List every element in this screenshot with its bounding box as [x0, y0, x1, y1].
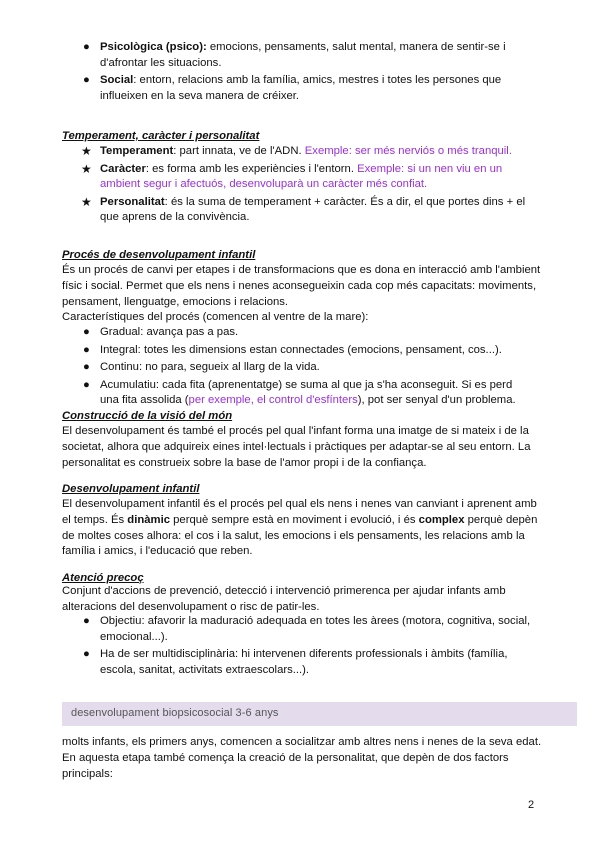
- construccio-text: El desenvolupament és també el procés pel qual l'infant forma una imatge de si mateix i de la societat, alhora que adquireix eines intel·lectuals i pràctiques per adaptar-se al seu entorn. La personalitat es construeix sobre la base de l'amor propi i de la confiança.: [62, 425, 531, 469]
- list-item: ● Gradual: avança pas a pas.: [81, 325, 531, 341]
- star-icon: ★: [81, 144, 92, 158]
- list-item: ★ Personalitat: és la suma de temperament + caràcter. És a dir, el que portes dins + el que aprens de la convivència.: [81, 194, 526, 224]
- proces-characteristics-label: Característiques del procés (comencen al ventre de la mare):: [62, 311, 369, 323]
- section-banner: [62, 702, 577, 726]
- atencio-intro: Conjunt d'accions de prevenció, detecció i intervenció primerenca per ajudar infants amb alteracions del desenvolupament o risc de patir-les.: [62, 585, 506, 613]
- proces-intro: És un procés de canvi per etapes i de transformacions que es dona en interacció amb l'ambient físic i social. Permet que els nens i nenes aconsegueixin cada cop més capacitats: moviments, pensament, llenguatge, emocions i relacions.: [62, 264, 541, 308]
- top-bullet-list: [81, 40, 531, 106]
- list-item: ★ Caràcter: es forma amb les experiències i l'entorn. Exemple: si un nen viu en un ambient segur i afectuós, desenvoluparà un caràcter més confiat.: [81, 161, 503, 191]
- bullet-icon: ●: [83, 361, 90, 374]
- bullet-icon: ●: [83, 615, 90, 627]
- list-item: ● Psicològica (psico): emocions, pensaments, salut mental, manera de sentir-se i d'afrontar les situacions.: [83, 41, 506, 69]
- section-heading-construccio: Construcció de la visió del món: [62, 410, 233, 422]
- bullet-icon: ●: [83, 326, 90, 338]
- bullet-icon: ●: [83, 41, 90, 53]
- bullet-icon: ●: [83, 343, 90, 356]
- list-item: ● Ha de ser multidisciplinària: hi intervenen diferents professionals i àmbits (família, escola, sanitat, activitats extraescolars...).: [83, 648, 508, 676]
- list-item: ● Objectiu: afavorir la maduració adequada en totes les àrees (motora, cognitiva, social, emocional...).: [83, 615, 531, 643]
- section-heading-temperament: Temperament, caràcter i personalitat: [62, 130, 260, 142]
- section-banner-text: desenvolupament biopsicosocial 3-6 anys: [71, 707, 279, 719]
- section-heading-proces: Procés de desenvolupament infantil: [62, 249, 256, 261]
- temperament-list: [81, 144, 531, 228]
- page-number: 2: [528, 799, 535, 811]
- closing-paragraph: molts infants, els primers anys, comencen a socialitzar amb altres nens i nenes de la seva edat. En aquesta etapa també comença la creació de la personalitat, que depèn de dos factors principals:: [62, 736, 542, 780]
- section-heading-desenvolupament: Desenvolupament infantil: [62, 483, 200, 495]
- bullet-icon: ●: [83, 378, 90, 391]
- desenvolupament-text: El desenvolupament infantil és el procés pel qual els nens i nenes van canviant i aprenent amb el temps. És dinàmic perquè sempre està en moviment i evolució, i és complex perquè depèn de moltes coses alhora: el cos i la salut, les emocions i els pensaments, les relacions amb la família i amics, i l'educació que reben.: [62, 498, 538, 558]
- list-item: ● Acumulatiu: cada fita (aprenentatge) se suma al que ja s'ha aconseguit. Si es perd una fita assolida (per exemple, el control d'esfínters), pot ser senyal d'un problema.: [83, 378, 516, 407]
- list-item: ★ Temperament: part innata, ve de l'ADN. Exemple: ser més nerviós o més tranquil.: [81, 144, 512, 158]
- atencio-list: [81, 614, 531, 680]
- section-heading-atencio: Atenció precoç: [62, 572, 144, 584]
- bullet-icon: ●: [83, 74, 90, 87]
- proces-list: [81, 325, 531, 411]
- bullet-icon: ●: [83, 648, 90, 661]
- star-icon: ★: [81, 194, 92, 209]
- list-item: ● Social: entorn, relacions amb la família, amics, mestres i totes les persones que influeixen en la seva manera de créixer.: [83, 74, 502, 102]
- star-icon: ★: [81, 161, 92, 176]
- list-item: ● Integral: totes les dimensions estan connectades (emocions, pensament, cos...).: [81, 343, 531, 359]
- list-item: ● Continu: no para, segueix al llarg de la vida.: [81, 360, 531, 376]
